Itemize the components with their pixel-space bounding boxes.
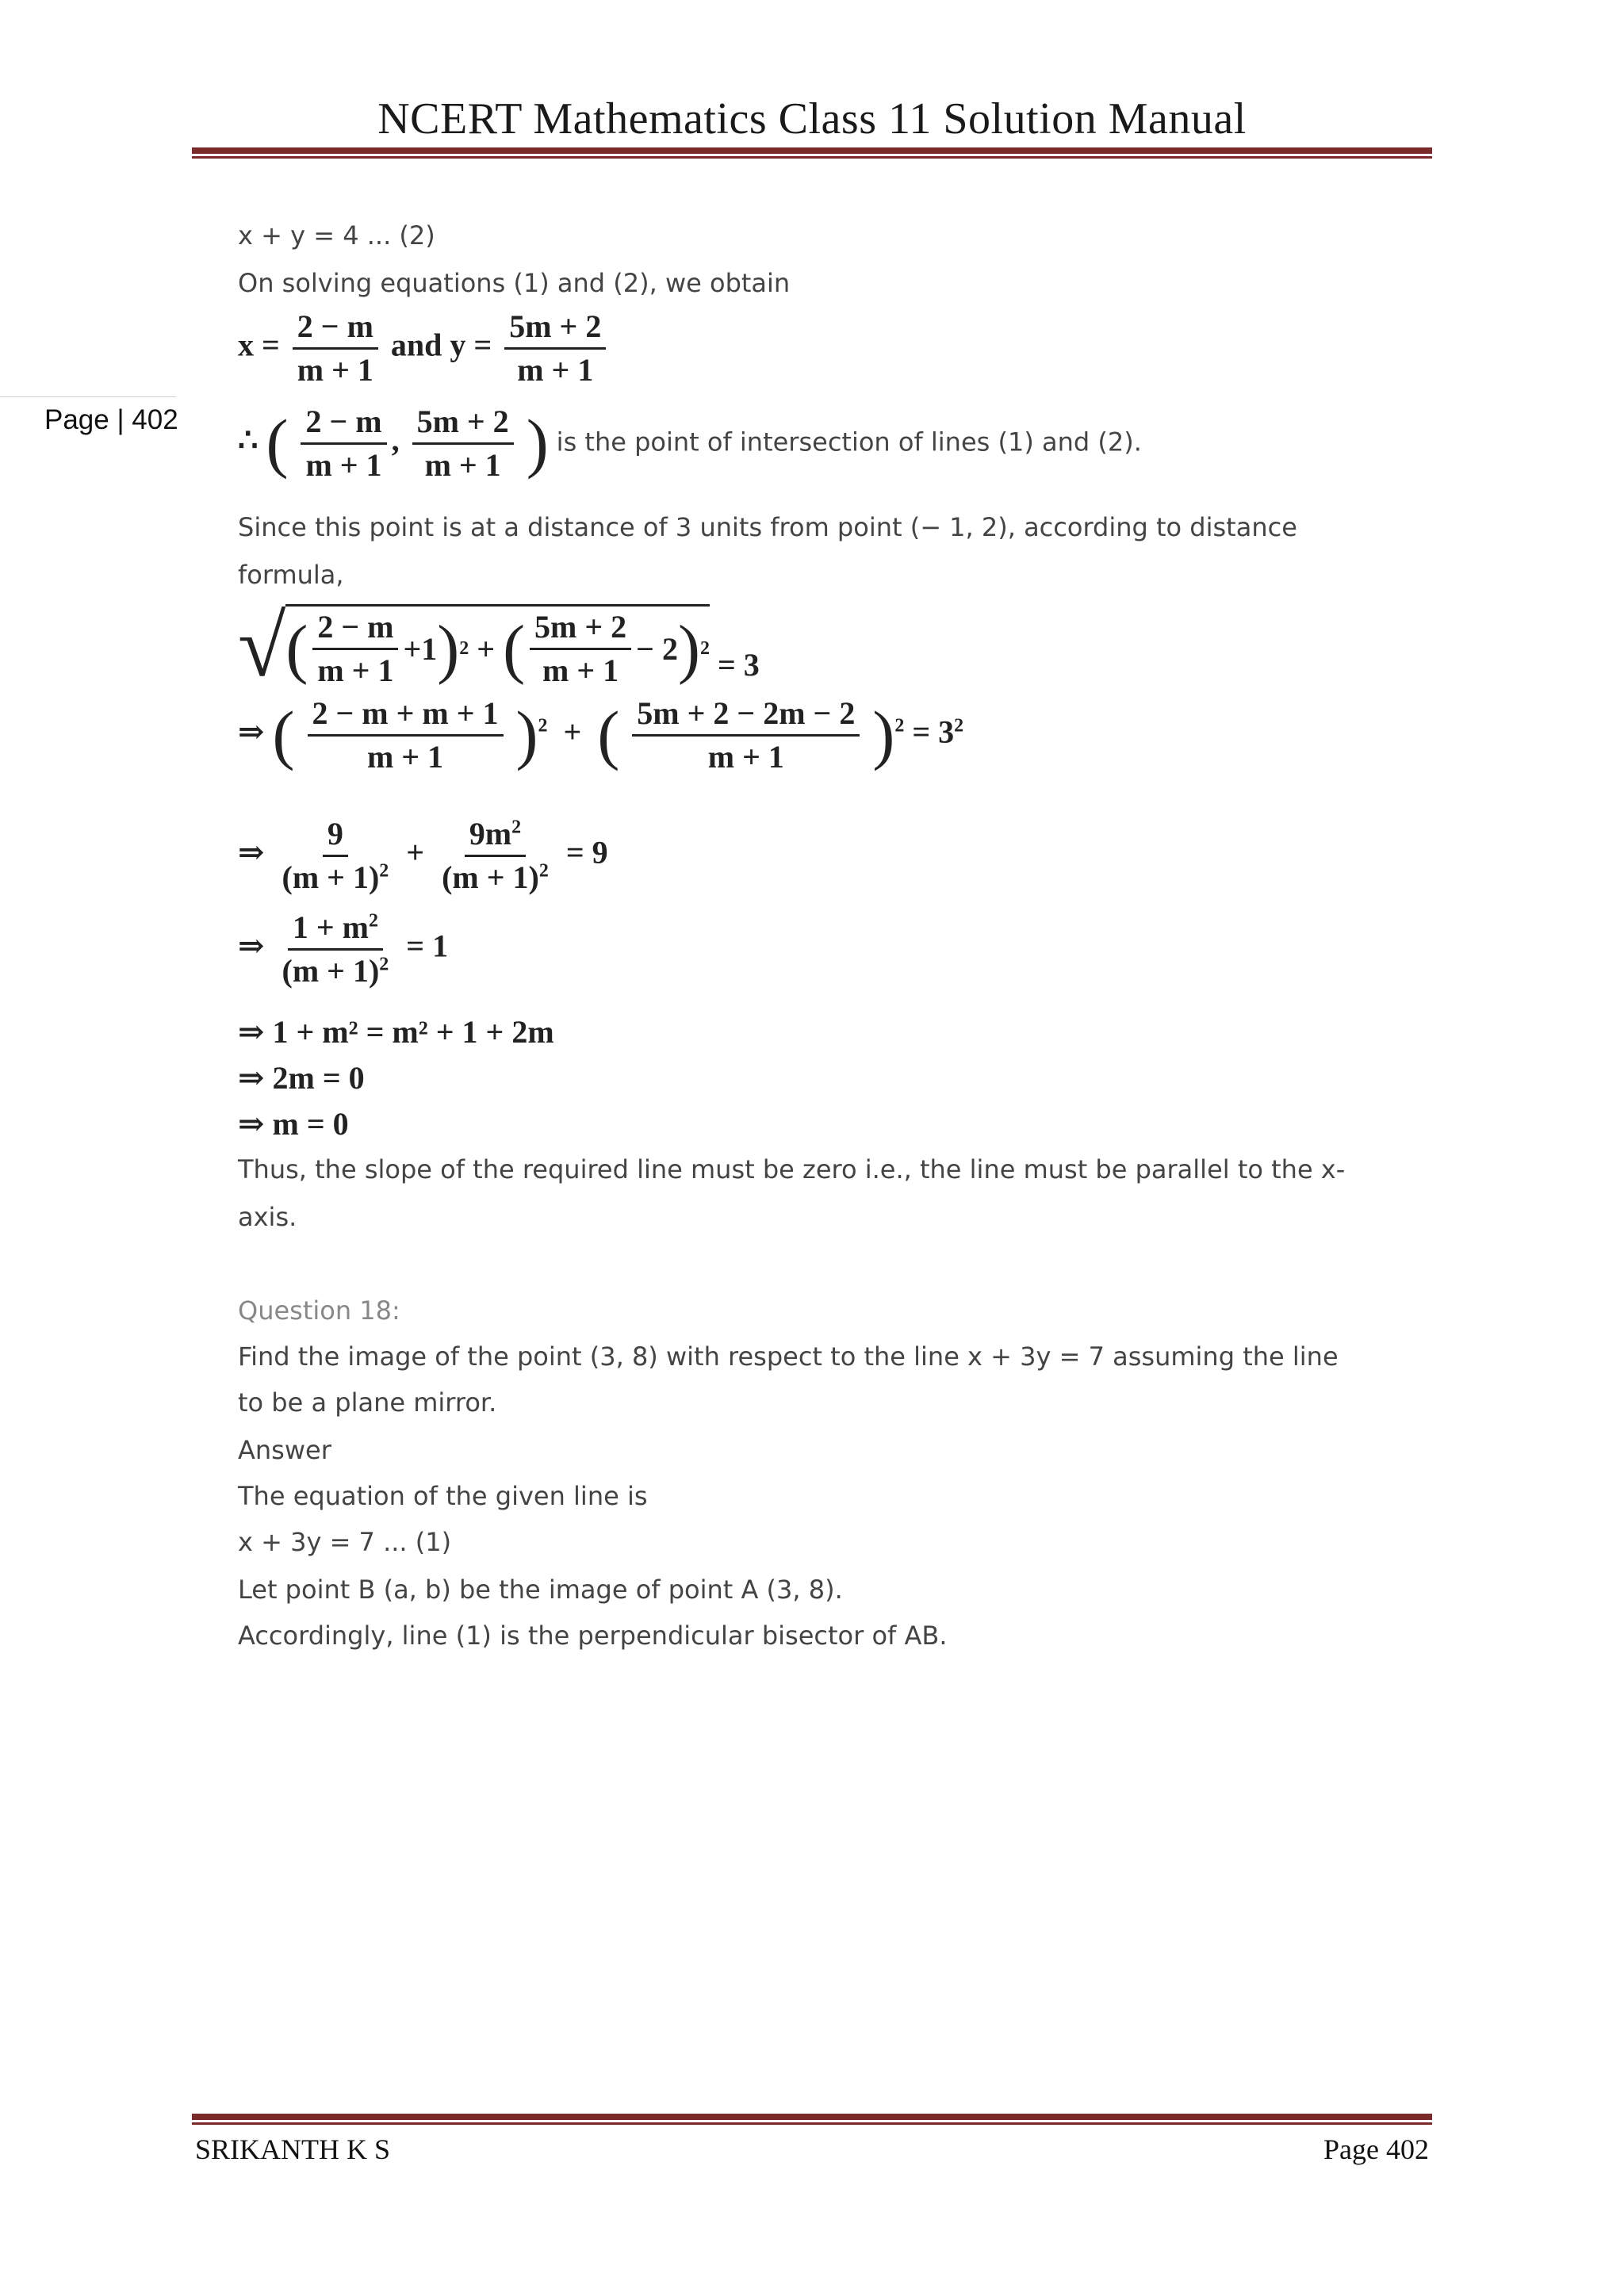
y-fraction: $\frac{5m + 2}{m + 1}$: [504, 309, 606, 388]
intersection-point: ∴ ( $\frac{2 - m}{m + 1}$ , $\frac{5m + 2}{m + 1}$ ) is the point of intersection of lines (1) and (2).: [238, 404, 1142, 483]
distance-text-1: Since this point is at a distance of 3 units from point (− 1, 2), according to distance: [238, 512, 1297, 542]
answer-text-1: The equation of the given line is: [238, 1481, 648, 1511]
step-1: ⇒ ( $\frac{2 - m + m + 1}{m + 1}$ )$^2$ + ( $\frac{5m + 2 - 2m - 2}{m + 1}$ )$^2 = 3^2$: [238, 695, 964, 775]
margin-divider: [0, 396, 176, 397]
footer-author: SRIKANTH K S: [195, 2133, 391, 2165]
step-6: ⇒ m = 0: [238, 1106, 349, 1142]
distance-text-2: formula,: [238, 560, 344, 590]
conclusion-1: Thus, the slope of the required line must be zero i.e., the line must be parallel to the x-: [238, 1154, 1346, 1184]
solving-text: On solving equations (1) and (2), we obtain: [238, 268, 791, 298]
x-fraction: $\frac{2 - m}{m + 1}$: [293, 309, 378, 388]
header-rule: [192, 147, 1432, 159]
xy-solution: [238, 309, 611, 388]
footer-rule: [192, 2114, 1432, 2125]
step-4: ⇒ 1 + m² = m² + 1 + 2m: [238, 1014, 554, 1050]
answer-text-3: Let point B (a, b) be the image of point A (3, 8).: [238, 1575, 843, 1605]
intersection-text: is the point of intersection of lines (1) and (2).: [556, 427, 1142, 457]
margin-page-number: Page | 402: [44, 404, 178, 435]
step-5: ⇒ 2m = 0: [238, 1060, 365, 1096]
conclusion-2: axis.: [238, 1202, 297, 1232]
distance-equation: √ ( $\frac{2 - m}{m + 1}$ +1 ) 2 + ( $\frac{5m + 2}{m + 1}$ − 2 ) 2 = 3: [238, 598, 760, 695]
therefore-symbol: ∴: [238, 422, 259, 458]
answer-text-4: Accordingly, line (1) is the perpendicular bisector of AB.: [238, 1621, 948, 1651]
step-2: ⇒ $\frac{9}{(m + 1)^2}$ + $\frac{9m^2}{(m + 1)^2}$ = 9: [238, 816, 608, 895]
question-text-1: Find the image of the point (3, 8) with respect to the line x + 3y = 7 assuming the line: [238, 1341, 1339, 1372]
answer-text-2: x + 3y = 7 ... (1): [238, 1527, 452, 1557]
step-3: ⇒ $\frac{1 + m^2}{(m + 1)^2}$ = 1: [238, 909, 449, 989]
x-label: x =: [238, 327, 280, 363]
page-header-title: NCERT Mathematics Class 11 Solution Manual: [377, 94, 1247, 144]
and-y-label: and y =: [390, 327, 492, 363]
footer-page-number: Page 402: [1323, 2133, 1429, 2165]
question-label: Question 18:: [238, 1295, 400, 1326]
equation-2: x + y = 4 ... (2): [238, 220, 435, 251]
answer-label: Answer: [238, 1435, 331, 1465]
question-text-2: to be a plane mirror.: [238, 1387, 497, 1418]
